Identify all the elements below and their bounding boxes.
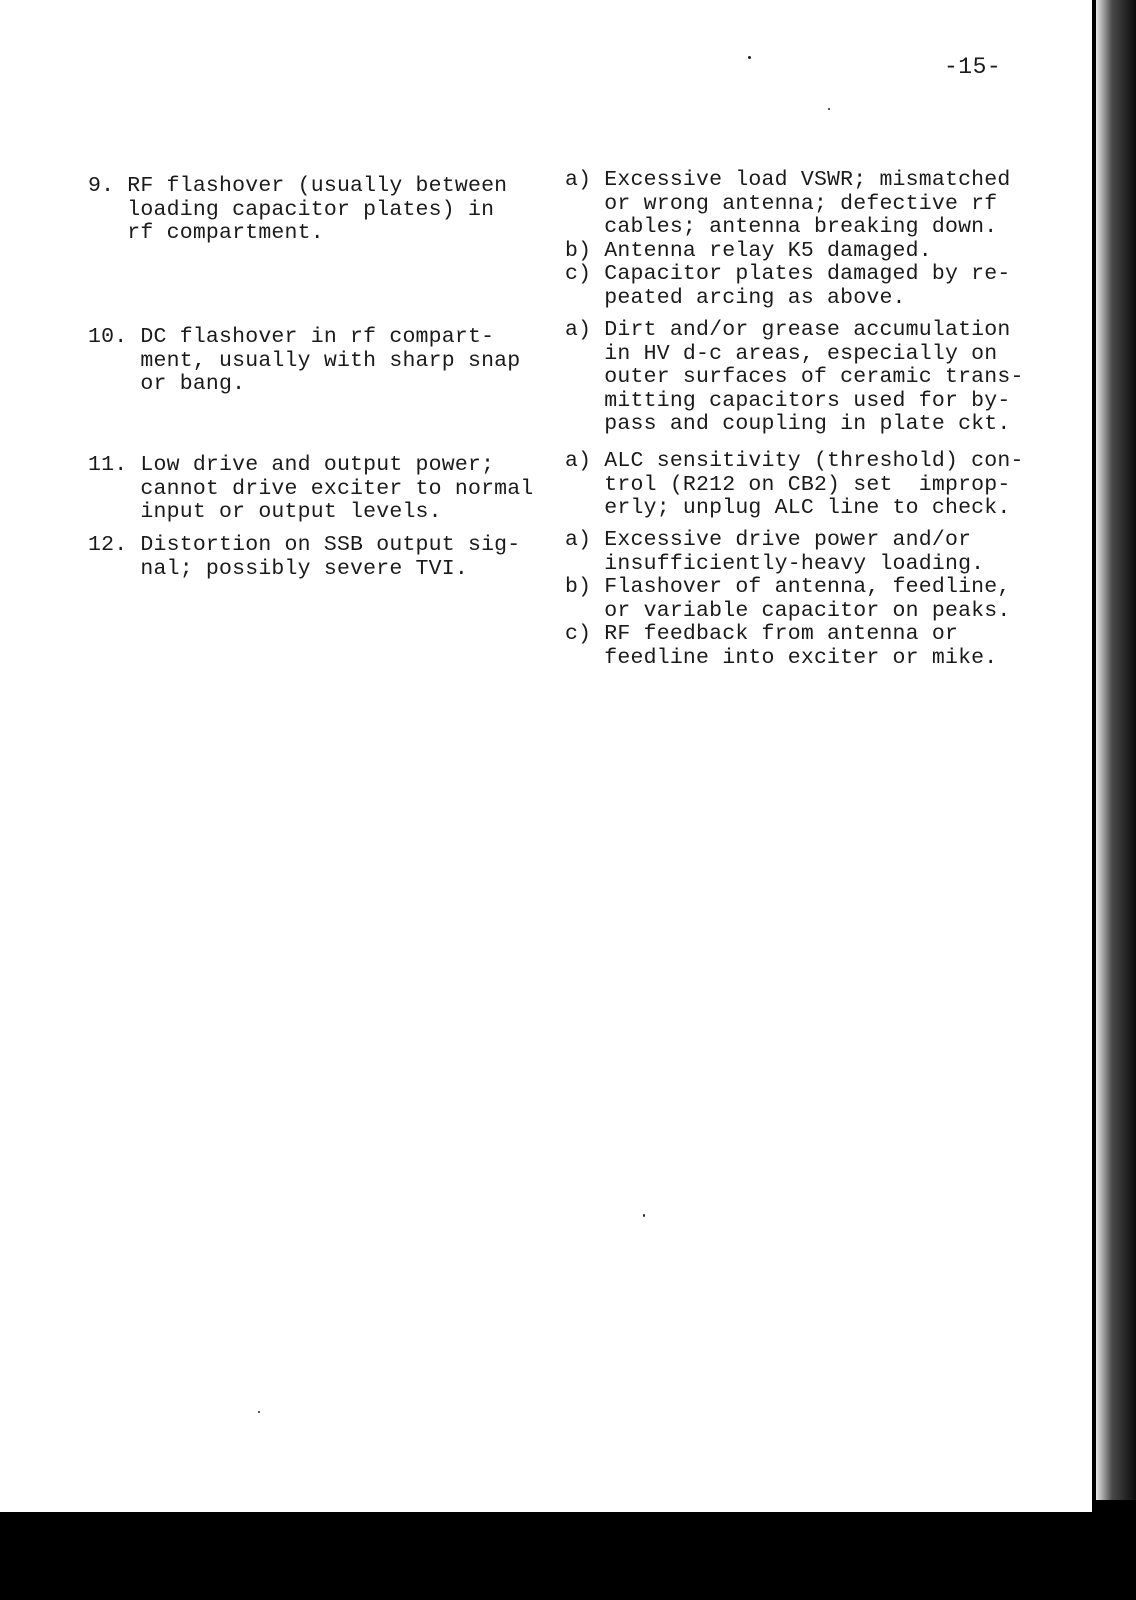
symptom-12: 12. Distortion on SSB output sig- nal; possibly severe TVI. bbox=[88, 533, 521, 581]
scan-speck bbox=[643, 1214, 645, 1217]
causes-10: a) Dirt and/or grease accumulation in HV d-c areas, especially on outer surfaces of ceramic trans- mitting capacitors used for by- pass and coupling in plate ckt. bbox=[565, 318, 1024, 436]
scan-speck bbox=[258, 1411, 260, 1413]
page-number: -15- bbox=[944, 54, 1002, 80]
symptom-10: 10. DC flashover in rf compart- ment, usually with sharp snap or bang. bbox=[88, 325, 521, 396]
scan-speck bbox=[748, 56, 751, 59]
causes-9: a) Excessive load VSWR; mismatched or wrong antenna; defective rf cables; antenna breaking down. b) Antenna relay K5 damaged. c) Capacitor plates damaged by re- peated arcing as above. bbox=[565, 168, 1011, 310]
scanner-edge-shadow bbox=[1096, 0, 1136, 1500]
causes-11: a) ALC sensitivity (threshold) con- trol (R212 on CB2) set improp- erly; unplug ALC line to check. bbox=[565, 449, 1024, 520]
symptom-11: 11. Low drive and output power; cannot drive exciter to normal input or output levels. bbox=[88, 453, 534, 524]
causes-12: a) Excessive drive power and/or insufficiently-heavy loading. b) Flashover of antenna, feedline, or variable capacitor on peaks. c) RF feedback from antenna or feedline into exciter or mike. bbox=[565, 528, 1011, 670]
symptom-9: 9. RF flashover (usually between loading capacitor plates) in rf compartment. bbox=[88, 174, 508, 245]
scan-speck bbox=[828, 108, 830, 110]
scanner-bottom-border bbox=[0, 1512, 1136, 1600]
